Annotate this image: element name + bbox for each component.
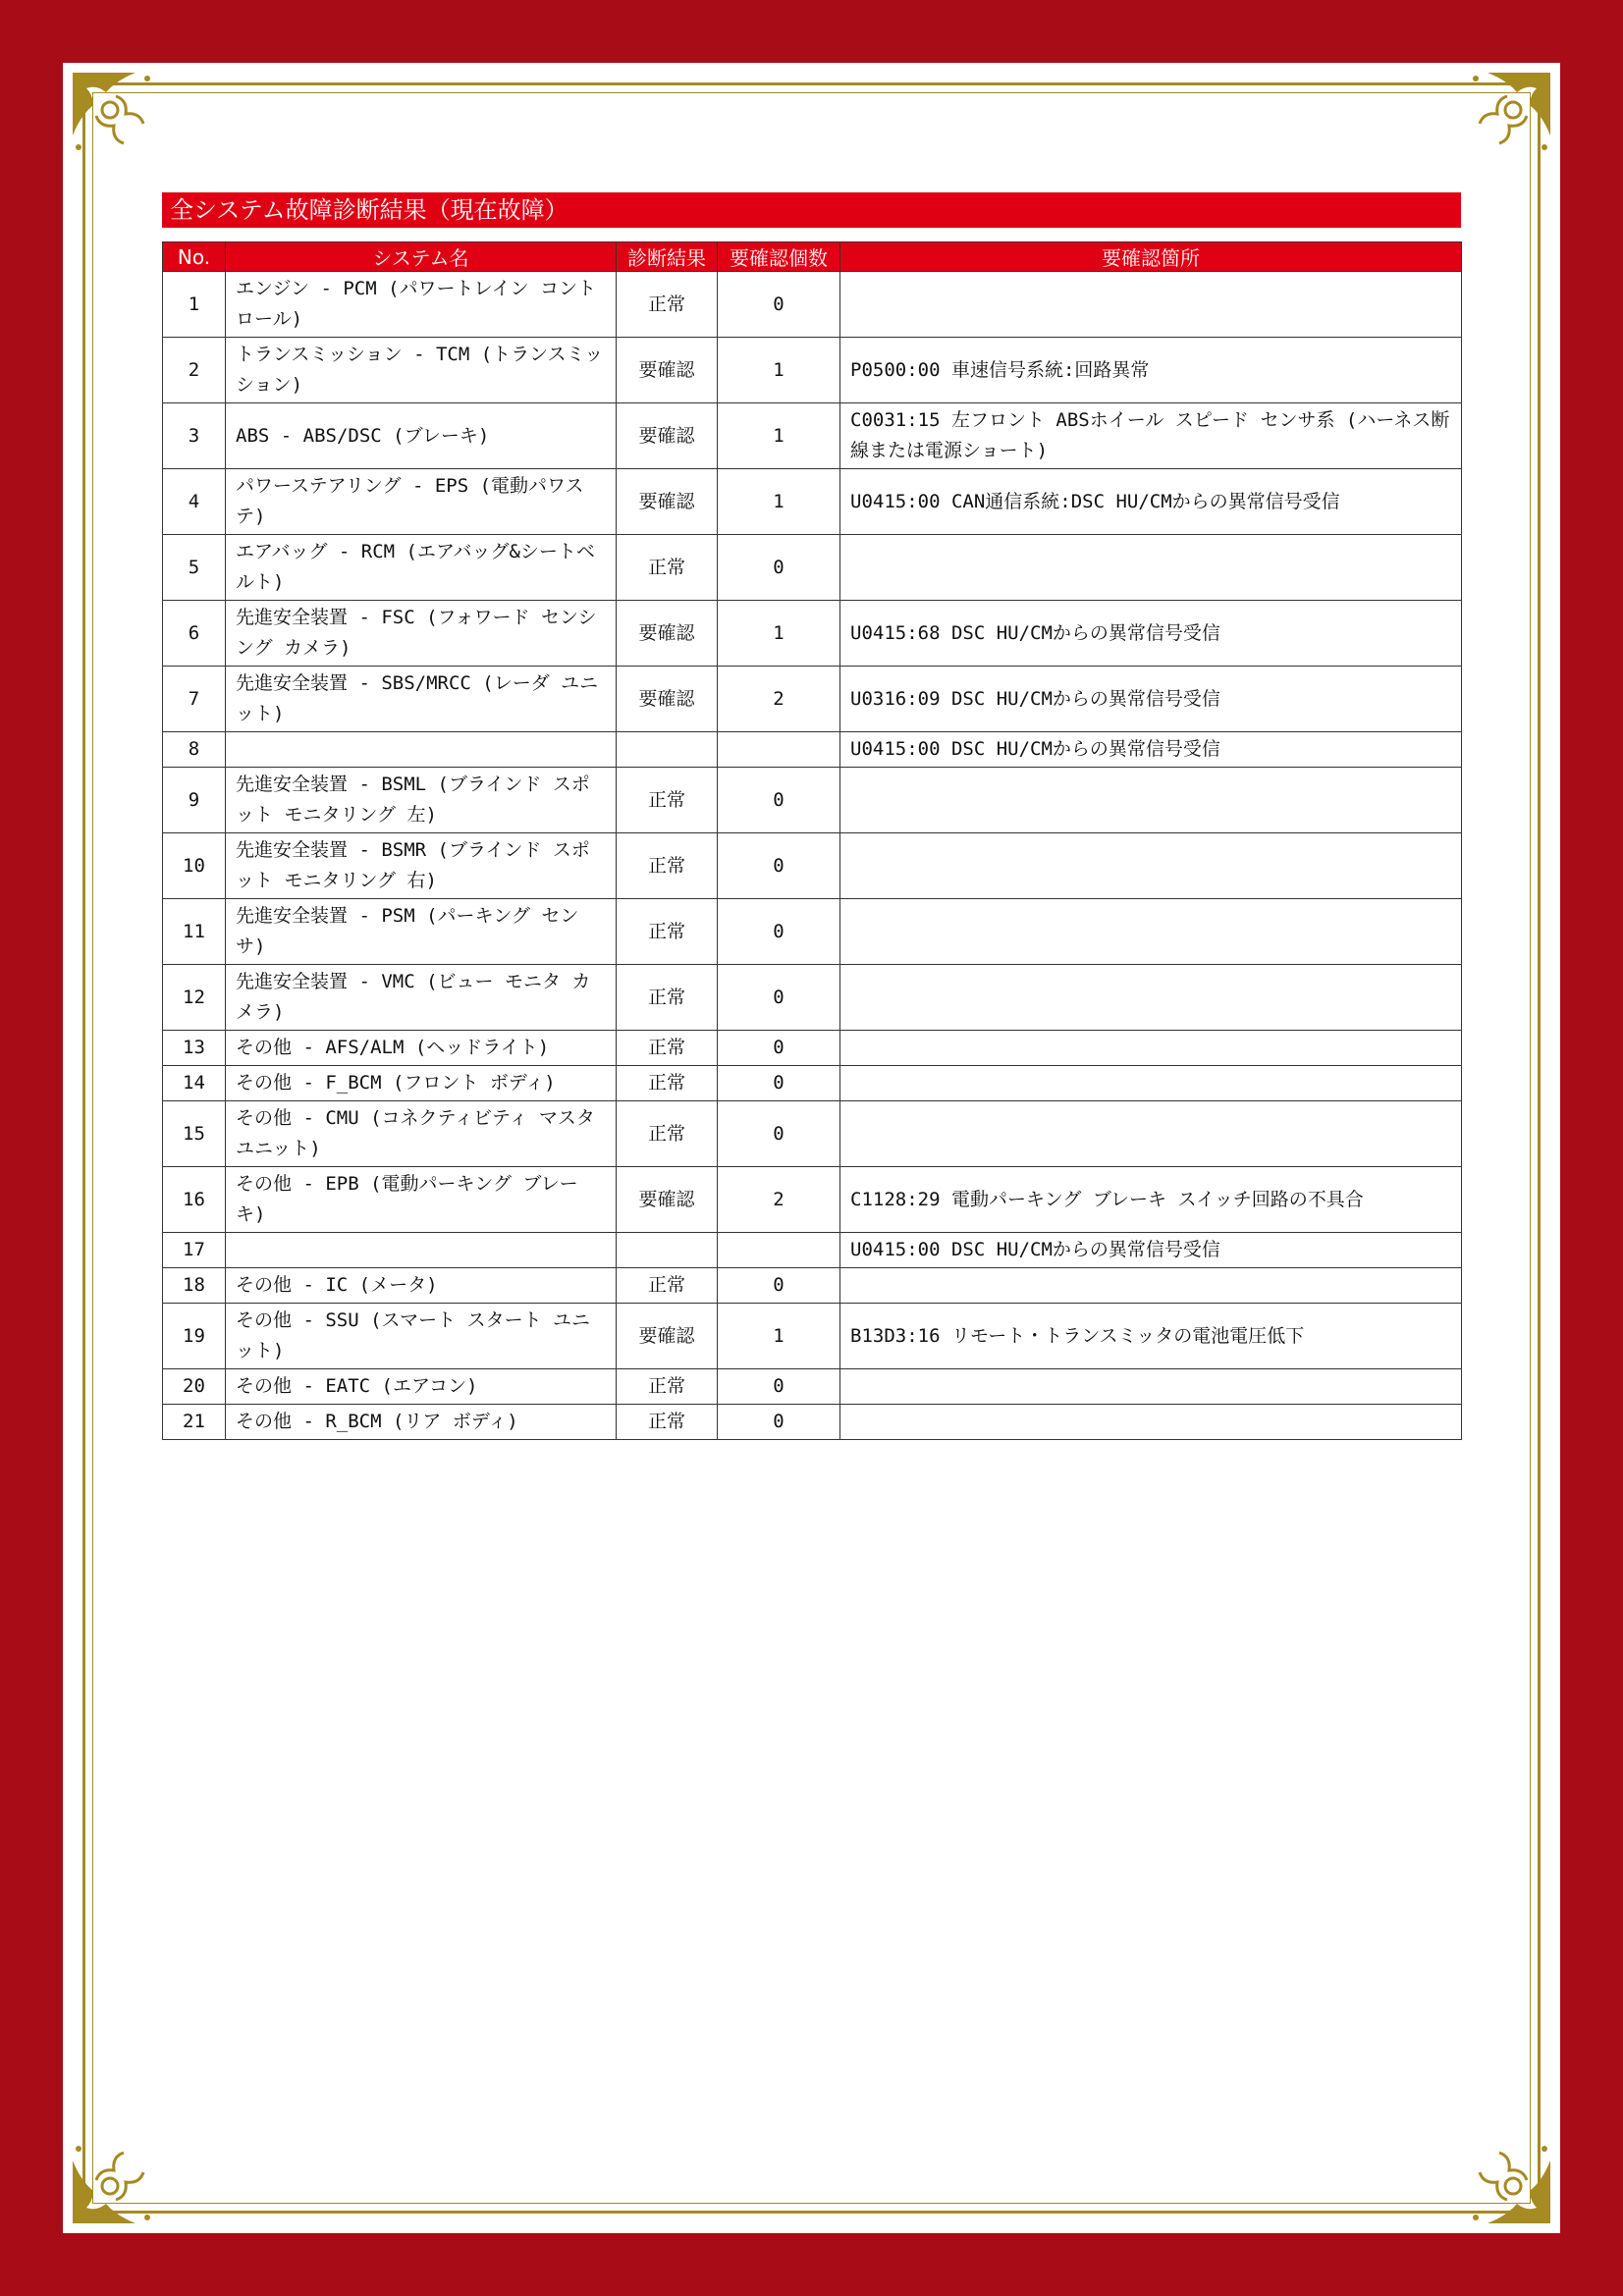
table-row — [163, 1066, 1462, 1101]
header-count: 要確認個数 — [718, 242, 840, 272]
report-page — [63, 63, 1560, 2233]
diagnosis-result: 正常 — [617, 1101, 718, 1167]
table-row — [163, 833, 1462, 899]
row-number: 20 — [163, 1369, 226, 1405]
diagnosis-result — [617, 732, 718, 768]
check-detail — [840, 833, 1462, 899]
system-name: その他 - EPB (電動パーキング ブレーキ) — [226, 1167, 617, 1233]
check-detail — [840, 1268, 1462, 1304]
diagnosis-result: 要確認 — [617, 469, 718, 535]
table-row — [163, 272, 1462, 338]
check-count: 0 — [718, 965, 840, 1031]
row-number: 10 — [163, 833, 226, 899]
system-name: 先進安全装置 - BSMR (ブラインド スポット モニタリング 右) — [226, 833, 617, 899]
row-number: 11 — [163, 899, 226, 965]
check-detail: C0031:15 左フロント ABSホイール スピード センサ系 (ハーネス断線または電源ショート) — [840, 403, 1462, 469]
table-row — [163, 338, 1462, 403]
system-name: ABS - ABS/DSC (ブレーキ) — [226, 403, 617, 469]
check-count — [718, 1233, 840, 1268]
corner-ornament-icon — [1462, 67, 1556, 161]
check-detail: P0500:00 車速信号系統:回路異常 — [840, 338, 1462, 403]
check-detail — [840, 1369, 1462, 1405]
system-name: その他 - EATC (エアコン) — [226, 1369, 617, 1405]
diagnosis-result: 正常 — [617, 272, 718, 338]
check-detail — [840, 1066, 1462, 1101]
check-count — [718, 732, 840, 768]
diagnosis-result: 要確認 — [617, 601, 718, 667]
table-row — [163, 1101, 1462, 1167]
table-row — [163, 469, 1462, 535]
diagnosis-result: 正常 — [617, 1268, 718, 1304]
table-row — [163, 768, 1462, 833]
table-row — [163, 403, 1462, 469]
check-count: 0 — [718, 272, 840, 338]
row-number: 3 — [163, 403, 226, 469]
row-number: 16 — [163, 1167, 226, 1233]
header-result: 診断結果 — [617, 242, 718, 272]
table-body — [163, 272, 1462, 1440]
table-row — [163, 899, 1462, 965]
table-row — [163, 601, 1462, 667]
diagnosis-result: 正常 — [617, 1066, 718, 1101]
check-count: 0 — [718, 1031, 840, 1066]
system-name: その他 - IC (メータ) — [226, 1268, 617, 1304]
table-row — [163, 667, 1462, 732]
row-number: 1 — [163, 272, 226, 338]
system-name: エアバッグ - RCM (エアバッグ&シートベルト) — [226, 535, 617, 601]
system-name — [226, 1233, 617, 1268]
system-name: その他 - AFS/ALM (ヘッドライト) — [226, 1031, 617, 1066]
check-count: 2 — [718, 667, 840, 732]
report-title: 全システム故障診断結果（現在故障） — [162, 192, 1461, 228]
check-count: 1 — [718, 338, 840, 403]
row-number: 4 — [163, 469, 226, 535]
check-count: 0 — [718, 1405, 840, 1440]
system-name: 先進安全装置 - FSC (フォワード センシング カメラ) — [226, 601, 617, 667]
table-row — [163, 1167, 1462, 1233]
diagnosis-result: 要確認 — [617, 1304, 718, 1369]
diagnosis-result: 要確認 — [617, 1167, 718, 1233]
row-number: 2 — [163, 338, 226, 403]
table-row — [163, 1304, 1462, 1369]
diagnosis-result: 正常 — [617, 1405, 718, 1440]
check-detail: U0415:00 DSC HU/CMからの異常信号受信 — [840, 732, 1462, 768]
check-count: 0 — [718, 899, 840, 965]
check-count: 1 — [718, 403, 840, 469]
table-row — [163, 732, 1462, 768]
system-name: その他 - CMU (コネクティビティ マスタ ユニット) — [226, 1101, 617, 1167]
table-row — [163, 1031, 1462, 1066]
check-count: 1 — [718, 601, 840, 667]
table-row — [163, 535, 1462, 601]
system-name: トランスミッション - TCM (トランスミッション) — [226, 338, 617, 403]
row-number: 13 — [163, 1031, 226, 1066]
system-name: 先進安全装置 - BSML (ブラインド スポット モニタリング 左) — [226, 768, 617, 833]
diagnosis-result — [617, 1233, 718, 1268]
system-name: 先進安全装置 - VMC (ビュー モニタ カメラ) — [226, 965, 617, 1031]
row-number: 5 — [163, 535, 226, 601]
check-detail — [840, 1031, 1462, 1066]
corner-ornament-icon — [67, 2135, 161, 2229]
check-count: 0 — [718, 1268, 840, 1304]
diagnosis-result: 正常 — [617, 535, 718, 601]
check-count: 0 — [718, 1369, 840, 1405]
table-header-row — [163, 242, 1462, 272]
check-detail — [840, 535, 1462, 601]
table-row — [163, 1268, 1462, 1304]
check-detail: U0316:09 DSC HU/CMからの異常信号受信 — [840, 667, 1462, 732]
header-system: システム名 — [226, 242, 617, 272]
check-count: 1 — [718, 469, 840, 535]
diagnosis-result: 正常 — [617, 833, 718, 899]
header-no: No. — [163, 242, 226, 272]
row-number: 19 — [163, 1304, 226, 1369]
table-row — [163, 965, 1462, 1031]
check-count: 0 — [718, 535, 840, 601]
diagnosis-table — [162, 241, 1462, 1440]
check-detail: U0415:00 CAN通信系統:DSC HU/CMからの異常信号受信 — [840, 469, 1462, 535]
check-count: 0 — [718, 1101, 840, 1167]
check-detail — [840, 965, 1462, 1031]
system-name: その他 - F_BCM (フロント ボディ) — [226, 1066, 617, 1101]
row-number: 8 — [163, 732, 226, 768]
row-number: 21 — [163, 1405, 226, 1440]
diagnosis-result: 正常 — [617, 1031, 718, 1066]
diagnosis-result: 正常 — [617, 1369, 718, 1405]
check-count: 2 — [718, 1167, 840, 1233]
check-detail — [840, 272, 1462, 338]
diagnosis-result: 要確認 — [617, 403, 718, 469]
row-number: 15 — [163, 1101, 226, 1167]
row-number: 9 — [163, 768, 226, 833]
check-detail — [840, 899, 1462, 965]
diagnosis-result: 正常 — [617, 899, 718, 965]
corner-ornament-icon — [67, 67, 161, 161]
check-detail — [840, 1101, 1462, 1167]
diagnosis-result: 正常 — [617, 768, 718, 833]
system-name: 先進安全装置 - SBS/MRCC (レーダ ユニット) — [226, 667, 617, 732]
system-name: その他 - R_BCM (リア ボディ) — [226, 1405, 617, 1440]
check-detail: B13D3:16 リモート・トランスミッタの電池電圧低下 — [840, 1304, 1462, 1369]
system-name: エンジン - PCM (パワートレイン コントロール) — [226, 272, 617, 338]
system-name: パワーステアリング - EPS (電動パワステ) — [226, 469, 617, 535]
table-row — [163, 1405, 1462, 1440]
check-detail: U0415:00 DSC HU/CMからの異常信号受信 — [840, 1233, 1462, 1268]
check-count: 0 — [718, 833, 840, 899]
header-detail: 要確認箇所 — [840, 242, 1462, 272]
row-number: 17 — [163, 1233, 226, 1268]
check-count: 0 — [718, 768, 840, 833]
row-number: 14 — [163, 1066, 226, 1101]
row-number: 6 — [163, 601, 226, 667]
row-number: 7 — [163, 667, 226, 732]
check-detail — [840, 768, 1462, 833]
check-detail — [840, 1405, 1462, 1440]
check-detail: U0415:68 DSC HU/CMからの異常信号受信 — [840, 601, 1462, 667]
check-detail: C1128:29 電動パーキング ブレーキ スイッチ回路の不具合 — [840, 1167, 1462, 1233]
diagnosis-result: 正常 — [617, 965, 718, 1031]
system-name: その他 - SSU (スマート スタート ユニット) — [226, 1304, 617, 1369]
row-number: 18 — [163, 1268, 226, 1304]
system-name: 先進安全装置 - PSM (パーキング センサ) — [226, 899, 617, 965]
check-count: 0 — [718, 1066, 840, 1101]
system-name — [226, 732, 617, 768]
table-row — [163, 1233, 1462, 1268]
check-count: 1 — [718, 1304, 840, 1369]
corner-ornament-icon — [1462, 2135, 1556, 2229]
diagnosis-result: 要確認 — [617, 338, 718, 403]
row-number: 12 — [163, 965, 226, 1031]
diagnosis-result: 要確認 — [617, 667, 718, 732]
table-row — [163, 1369, 1462, 1405]
